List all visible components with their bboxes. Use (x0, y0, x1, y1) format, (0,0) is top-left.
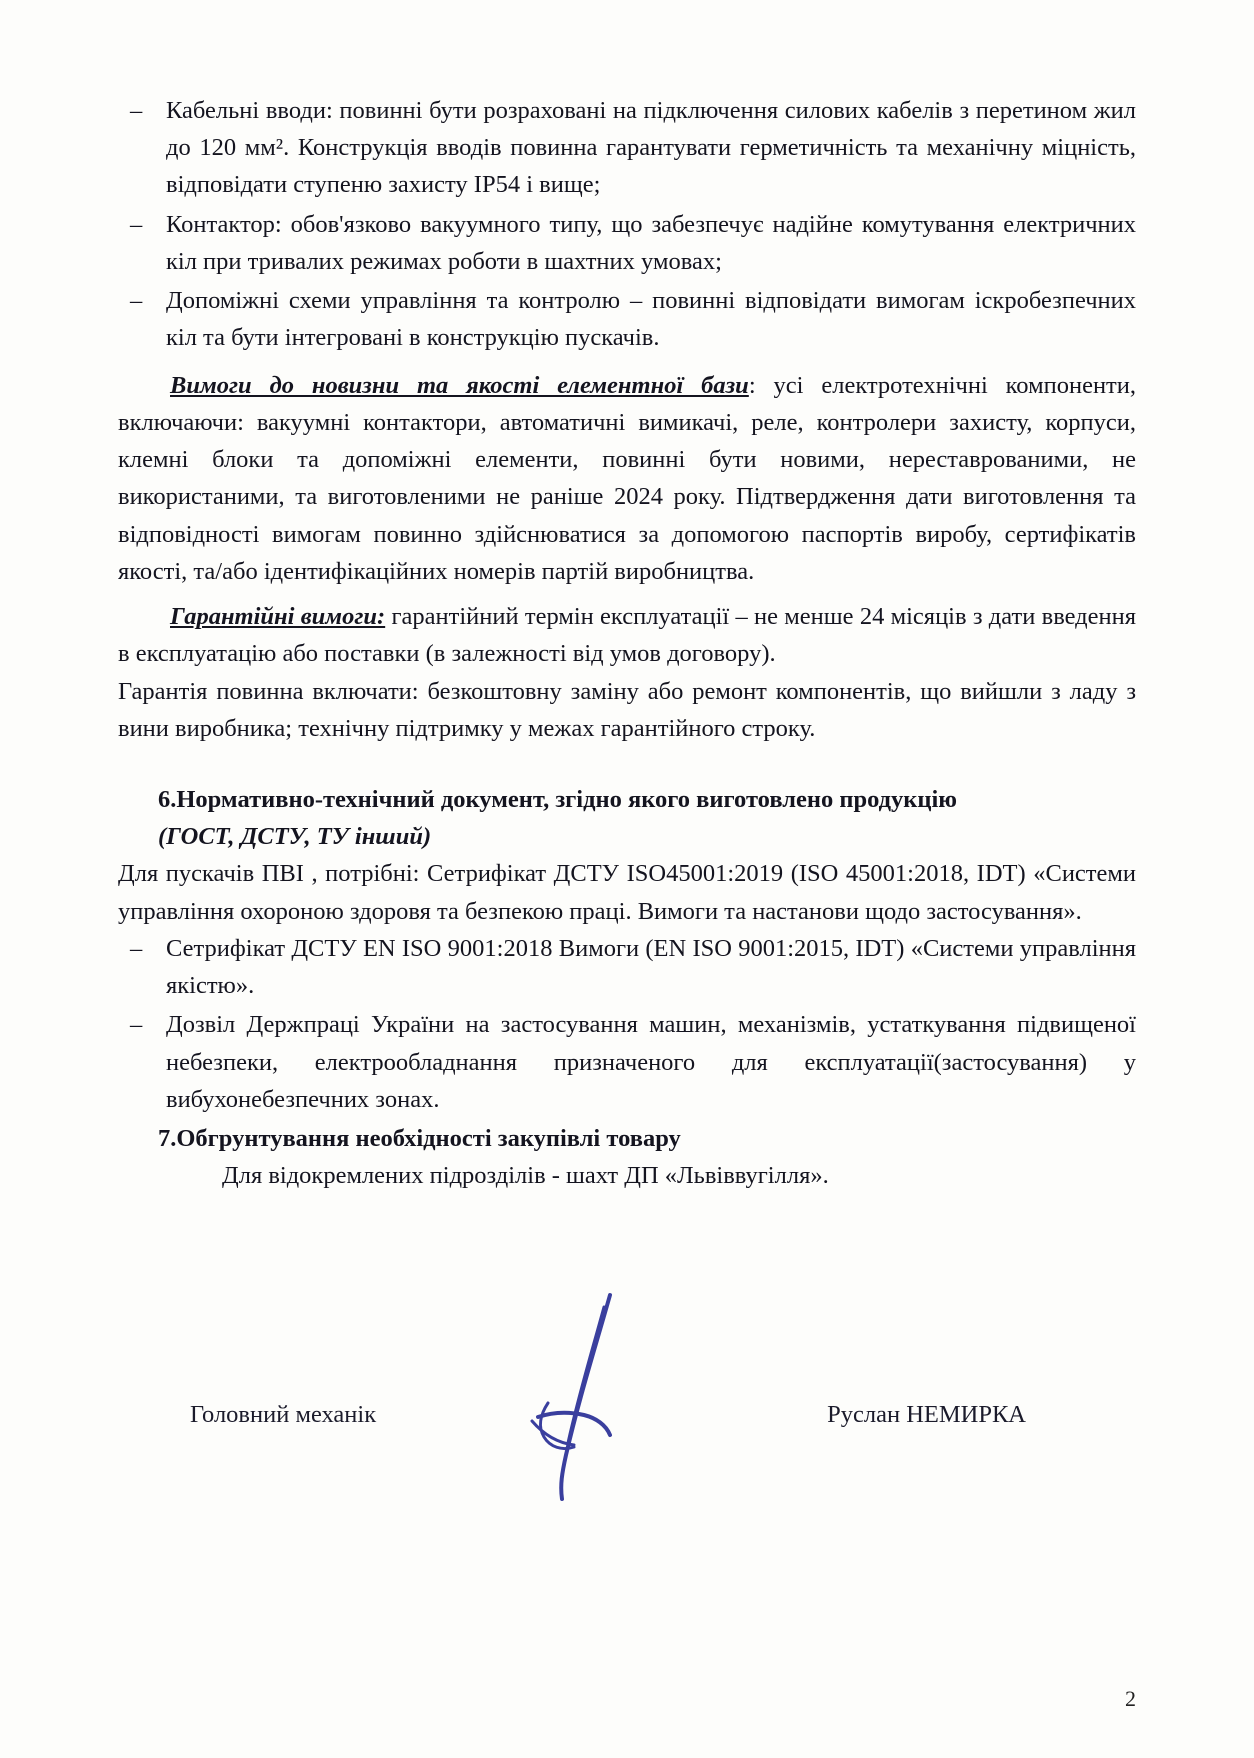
paragraph-warranty-requirements (118, 598, 1136, 672)
section7-paragraph: Для відокремлених підрозділів - шахт ДП «Львіввугілля». (222, 1162, 829, 1190)
list-item (118, 206, 1136, 280)
dash-bullet-icon: – (130, 210, 143, 238)
list-item-text: Дозвіл Держпраці України на застосування машин, механізмів, устаткування підвищеної небезпеки, електрообладнання призначеного для експлуатації(застосування) у вибухонебезпечних зонах. (166, 1011, 1136, 1113)
paragraph-warranty-coverage: Гарантія повинна включати: безкоштовну заміну або ремонт компонентів, що вийшли з ладу з вини виробника; технічну підтримку у межах гарантійного строку. (118, 677, 1136, 742)
handwritten-signature-icon (518, 1285, 718, 1525)
section6-heading-line1: 6.Нормативно-технічний документ, згідно якого виготовлено продукцію (158, 785, 958, 813)
paragraph-novelty-requirements (118, 367, 1136, 590)
list-item-text: Кабельні вводи: повинні бути розраховані на підключення силових кабелів з перетином жил до 120 мм². Конструкція вводів повинна гарантувати герметичність та механічну міцність, відповідати ступеню захисту IP54 і вище; (166, 97, 1136, 199)
section6-bullet-list (118, 930, 1136, 1118)
section6-heading-line2: (ГОСТ, ДСТУ, ТУ інший) (158, 823, 432, 851)
signature-block (118, 1355, 1136, 1575)
requirements-bullet-list (118, 92, 1136, 357)
list-item (118, 92, 1136, 204)
section6-paragraph: Для пускачів ПВІ , потрібні: Сетрифікат ДСТУ ISO45001:2019 (ISO 45001:2018, IDT) «Системи управління охороною здоровя та безпекою праці. Вимоги та настанови щодо застосування». (118, 860, 1136, 925)
document-body (118, 92, 1136, 1195)
list-item-text: Контактор: обов'язково вакуумного типу, що забезпечує надійне комутування електричних кіл при тривалих режимах роботи в шахтних умовах; (166, 210, 1136, 275)
dash-bullet-icon: – (130, 97, 143, 124)
warranty-requirements-lead: Гарантійні вимоги: (170, 603, 386, 631)
dash-bullet-icon: – (130, 1011, 143, 1039)
list-item (118, 282, 1136, 356)
list-item-text: Сетрифікат ДСТУ EN ISO 9001:2018 Вимоги (EN ISO 9001:2015, IDT) «Системи управління якістю». (166, 934, 1136, 1000)
novelty-requirements-lead: Вимоги до новизни та якості елементної бази (170, 371, 749, 399)
list-item (118, 1006, 1136, 1118)
dash-bullet-icon: – (130, 287, 143, 315)
list-item-text: Допоміжні схеми управління та контролю – повинні відповідати вимогам іскробезпечних кіл та бути інтегровані в конструкцію пускачів. (166, 287, 1136, 352)
novelty-requirements-text: : усі електротехнічні компоненти, включаючи: вакуумні контактори, автоматичні вимикачі, реле, контролери захисту, корпуси, клемні блоки та допоміжні елементи, повинні бути новими, нереставрованими, не використаними, та виготовленими не раніше 2024 року. Підтвердження дати виготовлення та відповідності вимогам повинно здійснюватися за допомогою паспортів виробу, сертифікатів якості, та/або ідентифікаційних номерів партій виробництва. (118, 371, 1136, 585)
list-item (118, 930, 1136, 1004)
page-number: 2 (1125, 1686, 1136, 1711)
warranty-requirements-text: гарантійний термін експлуатації – не менше 24 місяців з дати введення в експлуатацію або поставки (в залежності від умов договору). (118, 603, 1136, 668)
section7-heading: 7.Обгрунтування необхідності закупівлі товару (158, 1125, 681, 1153)
dash-bullet-icon: – (130, 934, 143, 962)
signature-name: Руслан НЕМИРКА (827, 1401, 1026, 1428)
signature-role: Головний механік (190, 1401, 377, 1428)
